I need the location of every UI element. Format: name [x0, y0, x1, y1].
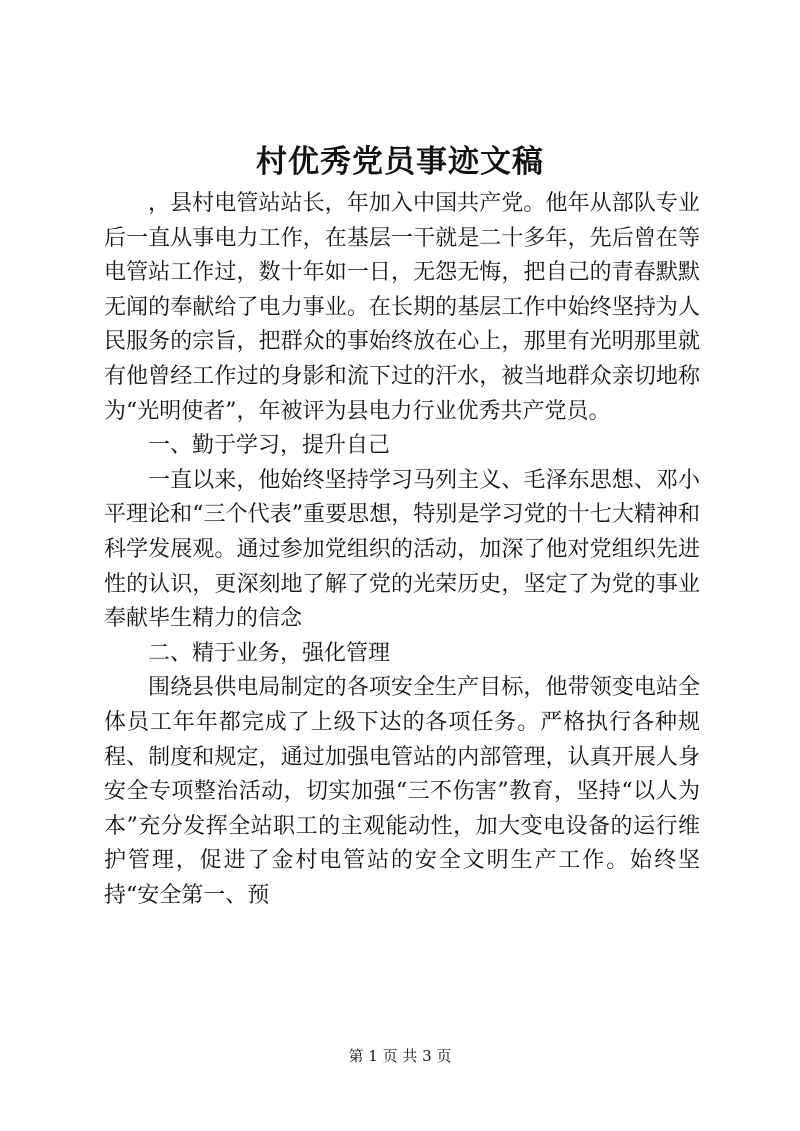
section-heading-business: 二、精于业务，强化管理 [148, 640, 391, 666]
document-body [104, 187, 700, 913]
paragraph-study: 一直以来，他始终坚持学习马列主义、毛泽东思想、邓小平理论和“三个代表”重要思想，特别是学习党的十七大精神和科学发展观。通过参加党组织的活动，加深了他对党组织先进性的认识，更深刻地了解了党的光荣历史，坚定了为党的事业奉献毕生精力的信念 [104, 467, 700, 632]
paragraph-intro: ，县村电管站站长，年加入中国共产党。他年从部队专业后一直从事电力工作，在基层一干就是二十多年，先后曾在等电管站工作过，数十年如一日，无怨无悔，把自己的青春默默无闻的奉献给了电力事业。在长期的基层工作中始终坚持为人民服务的宗旨，把群众的事始终放在心上，那里有光明那里就有他曾经工作过的身影和流下过的汗水，被当地群众亲切地称为“光明使者”，年被评为县电力行业优秀共产党员。 [104, 191, 700, 424]
paragraph-business: 围绕县供电局制定的各项安全生产目标，他带领变电站全体员工年年都完成了上级下达的各项任务。严格执行各种规程、制度和规定，通过加强电管站的内部管理，认真开展人身安全专项整治活动，切实加强“三不伤害”教育，坚持“以人为本”充分发挥全站职工的主观能动性，加大变电设备的运行维护管理，促进了金村电管站的安全文明生产工作。始终坚持“安全第一、预 [104, 675, 700, 908]
document-title: 村优秀党员事迹文稿 [256, 144, 544, 180]
section-heading-study: 一、勤于学习，提升自己 [148, 433, 391, 459]
page-footer: 第 1 页 共 3 页 [348, 1047, 452, 1065]
